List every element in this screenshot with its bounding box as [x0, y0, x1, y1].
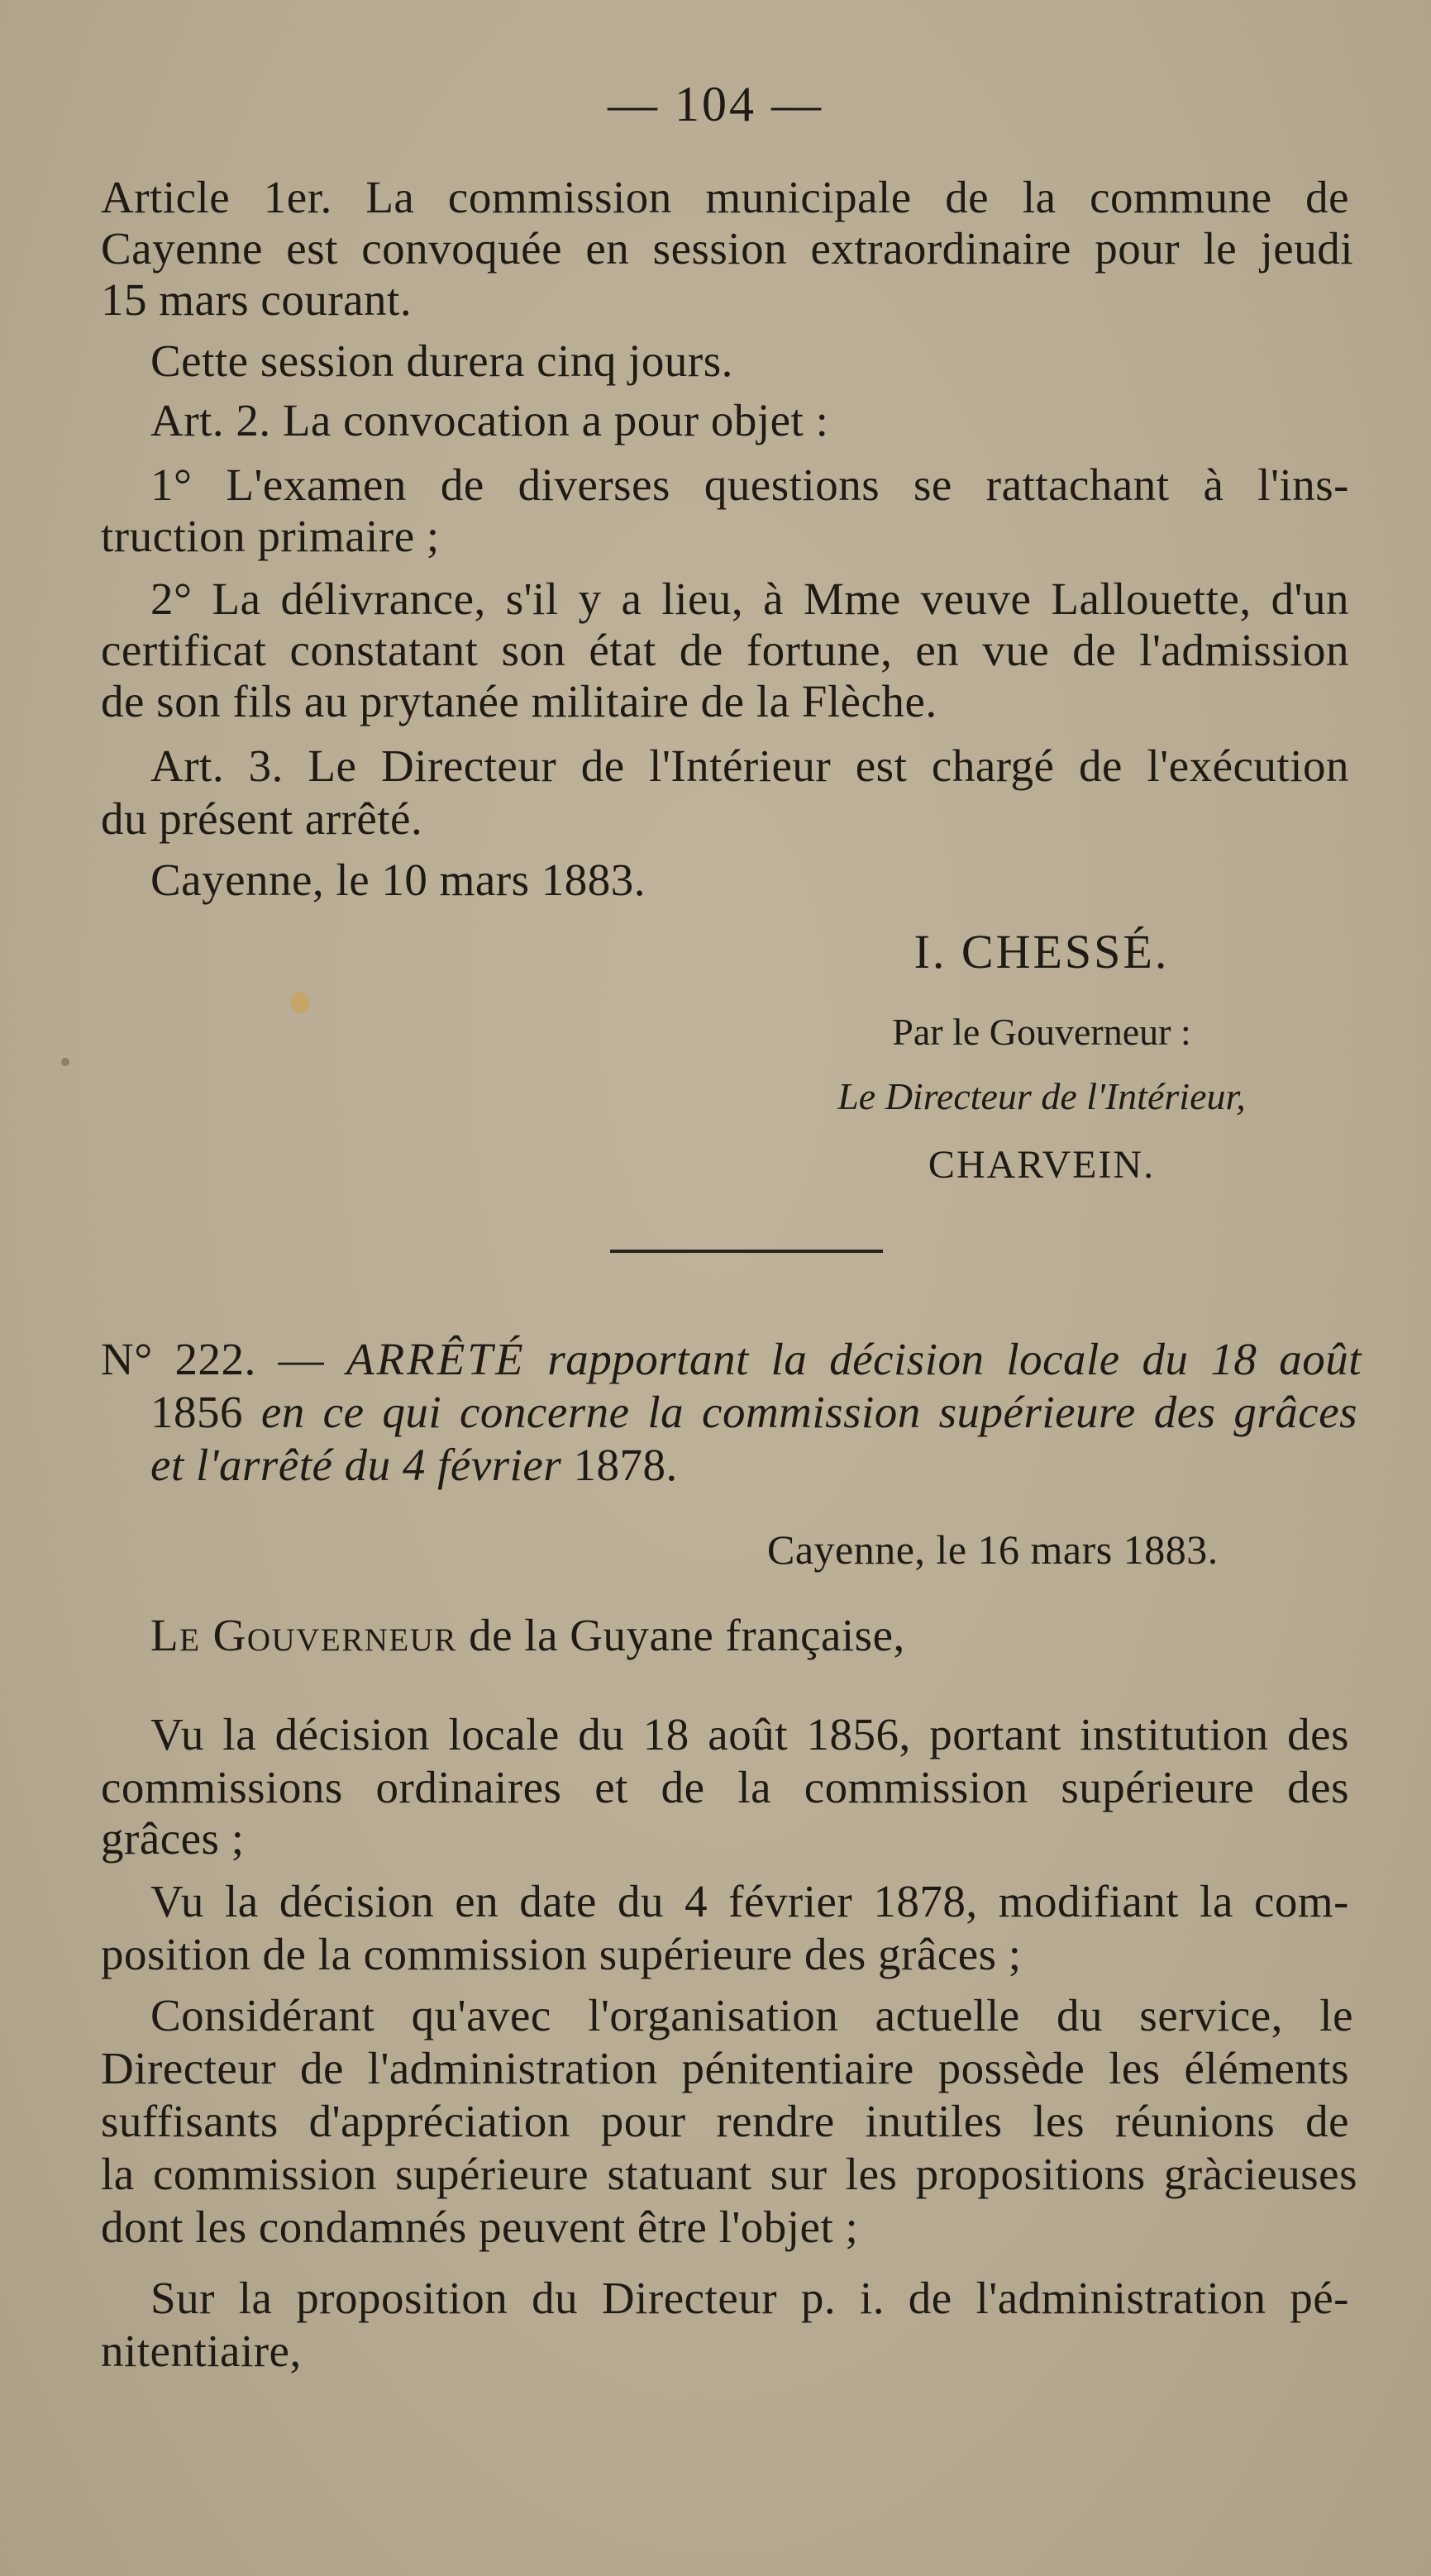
paper-speck [61, 1058, 69, 1066]
proposition-line2: nitentiaire, [101, 2326, 302, 2376]
vu1-line3: grâces ; [101, 1813, 245, 1864]
article2-item1-line2: truction primaire ; [101, 511, 440, 561]
vu1-line2: commissions ordinaires et de la commission supérieure des [101, 1762, 1349, 1812]
page-number: — 104 — [608, 77, 823, 131]
decree-heading-line2: 1856 en ce qui concerne la commission supérieure des grâces [150, 1387, 1358, 1437]
signature-signer: CHARVEIN. [928, 1143, 1156, 1187]
article2-item2-line1: 2° La délivrance, s'il y a lieu, à Mme veuve Lallouette, d'un [150, 574, 1349, 624]
considerant-line1: Considérant qu'avec l'organisation actuelle du service, le [150, 1990, 1353, 2040]
vu1-line1: Vu la décision locale du 18 août 1856, portant institution des [150, 1709, 1349, 1759]
considerant-line5: dont les condamnés peuvent être l'objet ; [101, 2202, 859, 2252]
date-place: Cayenne, le 10 mars 1883. [150, 855, 646, 905]
article1-line1: Article 1er. La commission municipale de la commune de [101, 172, 1349, 222]
decree-heading-line3: et l'arrêté du 4 février 1878. [150, 1440, 678, 1490]
section-divider [610, 1250, 883, 1253]
decree-heading-line1: N° 222. — ARRÊTÉ rapportant la décision locale du 18 août [101, 1334, 1362, 1384]
article2-intro: Art. 2. La convocation a pour objet : [150, 395, 829, 445]
article2-item2-line3: de son fils au prytanée militaire de la Flèche. [101, 676, 937, 726]
considerant-line2: Directeur de l'administration pénitentiaire possède les éléments [101, 2043, 1349, 2093]
considerant-line4: la commission supérieure statuant sur les propositions gràcieuses [101, 2149, 1357, 2199]
article1-line3: 15 mars courant. [101, 274, 413, 325]
signature-title: Le Directeur de l'Intérieur, [837, 1075, 1246, 1117]
decree-dateline: Cayenne, le 16 mars 1883. [767, 1526, 1219, 1573]
ink-spot [291, 992, 309, 1013]
signature-by: Par le Gouverneur : [892, 1011, 1191, 1053]
proposition-line1: Sur la proposition du Directeur p. i. de l'administration pé- [150, 2273, 1349, 2323]
governor-line: Le Gouverneur de la Guyane française, [150, 1610, 905, 1660]
article1-line2: Cayenne est convoquée en session extraordinaire pour le jeudi [101, 223, 1353, 274]
vu2-line2: position de la commission supérieure des grâces ; [101, 1929, 1022, 1979]
considerant-line3: suffisants d'appréciation pour rendre inutiles les réunions de [101, 2096, 1349, 2146]
session-duration: Cette session durera cinq jours. [150, 336, 733, 386]
signature-name: I. CHESSÉ. [913, 925, 1170, 978]
article2-item2-line2: certificat constatant son état de fortune, en vue de l'admission [101, 625, 1349, 675]
article3-line2: du présent arrêté. [101, 793, 423, 844]
vu2-line1: Vu la décision en date du 4 février 1878, modifiant la com- [150, 1876, 1349, 1926]
article3-line1: Art. 3. Le Directeur de l'Intérieur est chargé de l'exécution [150, 740, 1349, 791]
article2-item1-line1: 1° L'examen de diverses questions se rattachant à l'ins- [150, 459, 1349, 510]
